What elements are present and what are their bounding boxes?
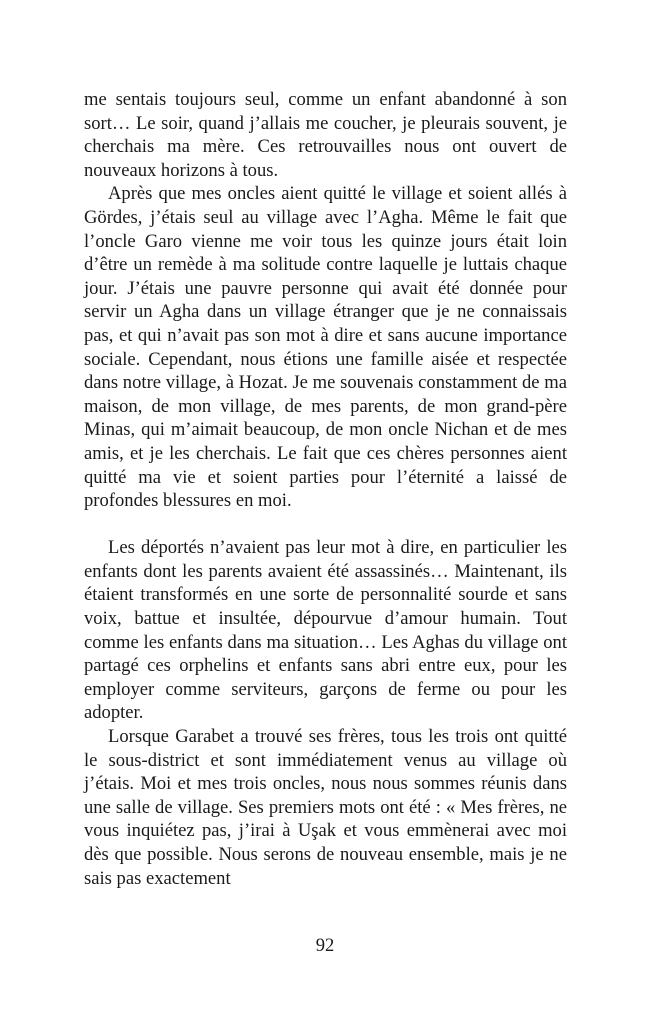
paragraph-continuation: me sentais toujours seul, comme un enfant abandonné à son sort… Le soir, quand j’allais me coucher, je pleurais souvent, je cherchais ma mère. Ces retrouvailles nous ont ouvert de nouveaux horizons à tous. [84, 89, 567, 181]
paragraph: Les déportés n’avaient pas leur mot à dire, en particulier les enfants dont les parents avaient été assassinés… Maintenant, ils étaient transformés en une sorte de personnalité sourde et sans voix, battue et insultée, dépourvue d’amour humain. Tout comme les enfants dans ma situation… Les Aghas du village ont partagé ces orphelins et enfants sans abri entre eux, pour les employer comme serviteurs, garçons de ferme ou pour les adopter. [84, 537, 567, 724]
paragraph: Lorsque Garabet a trouvé ses frères, tous les trois ont quitté le sous-district et sont immédiatement venus au village où j’étais. Moi et mes trois oncles, nous nous sommes réunis dans une salle de village. Ses premiers mots ont été : « Mes frères, ne vous inquiétez pas, j’irai à Uşak et vous emmènerai avec moi dès que possible. Nous serons de nouveau ensemble, mais je ne sais pas exactement [84, 726, 567, 889]
section-break [84, 513, 567, 537]
page-number: 92 [315, 935, 335, 956]
page-body [84, 88, 567, 890]
paragraph: Après que mes oncles aient quitté le village et soient allés à Gördes, j’étais seul au village avec l’Agha. Même le fait que l’oncle Garo vienne me voir tous les quinze jours était loin d’être un remède à ma solitude contre laquelle je luttais chaque jour. J’étais une pauvre personne qui avait été donnée pour servir un Agha dans un village étranger que je ne connaissais pas, et qui n’avait pas son mot à dire et sans aucune importance sociale. Cependant, nous étions une famille aisée et respectée dans notre village, à Hozat. Je me souvenais constamment de ma maison, de mon village, de mes parents, de mon grand-père Minas, qui m’aimait beaucoup, de mon oncle Nichan et de mes amis, et je les cherchais. Le fait que ces chères personnes aient quitté ma vie et soient parties pour l’éternité a laissé de profondes blessures en moi. [84, 183, 567, 512]
